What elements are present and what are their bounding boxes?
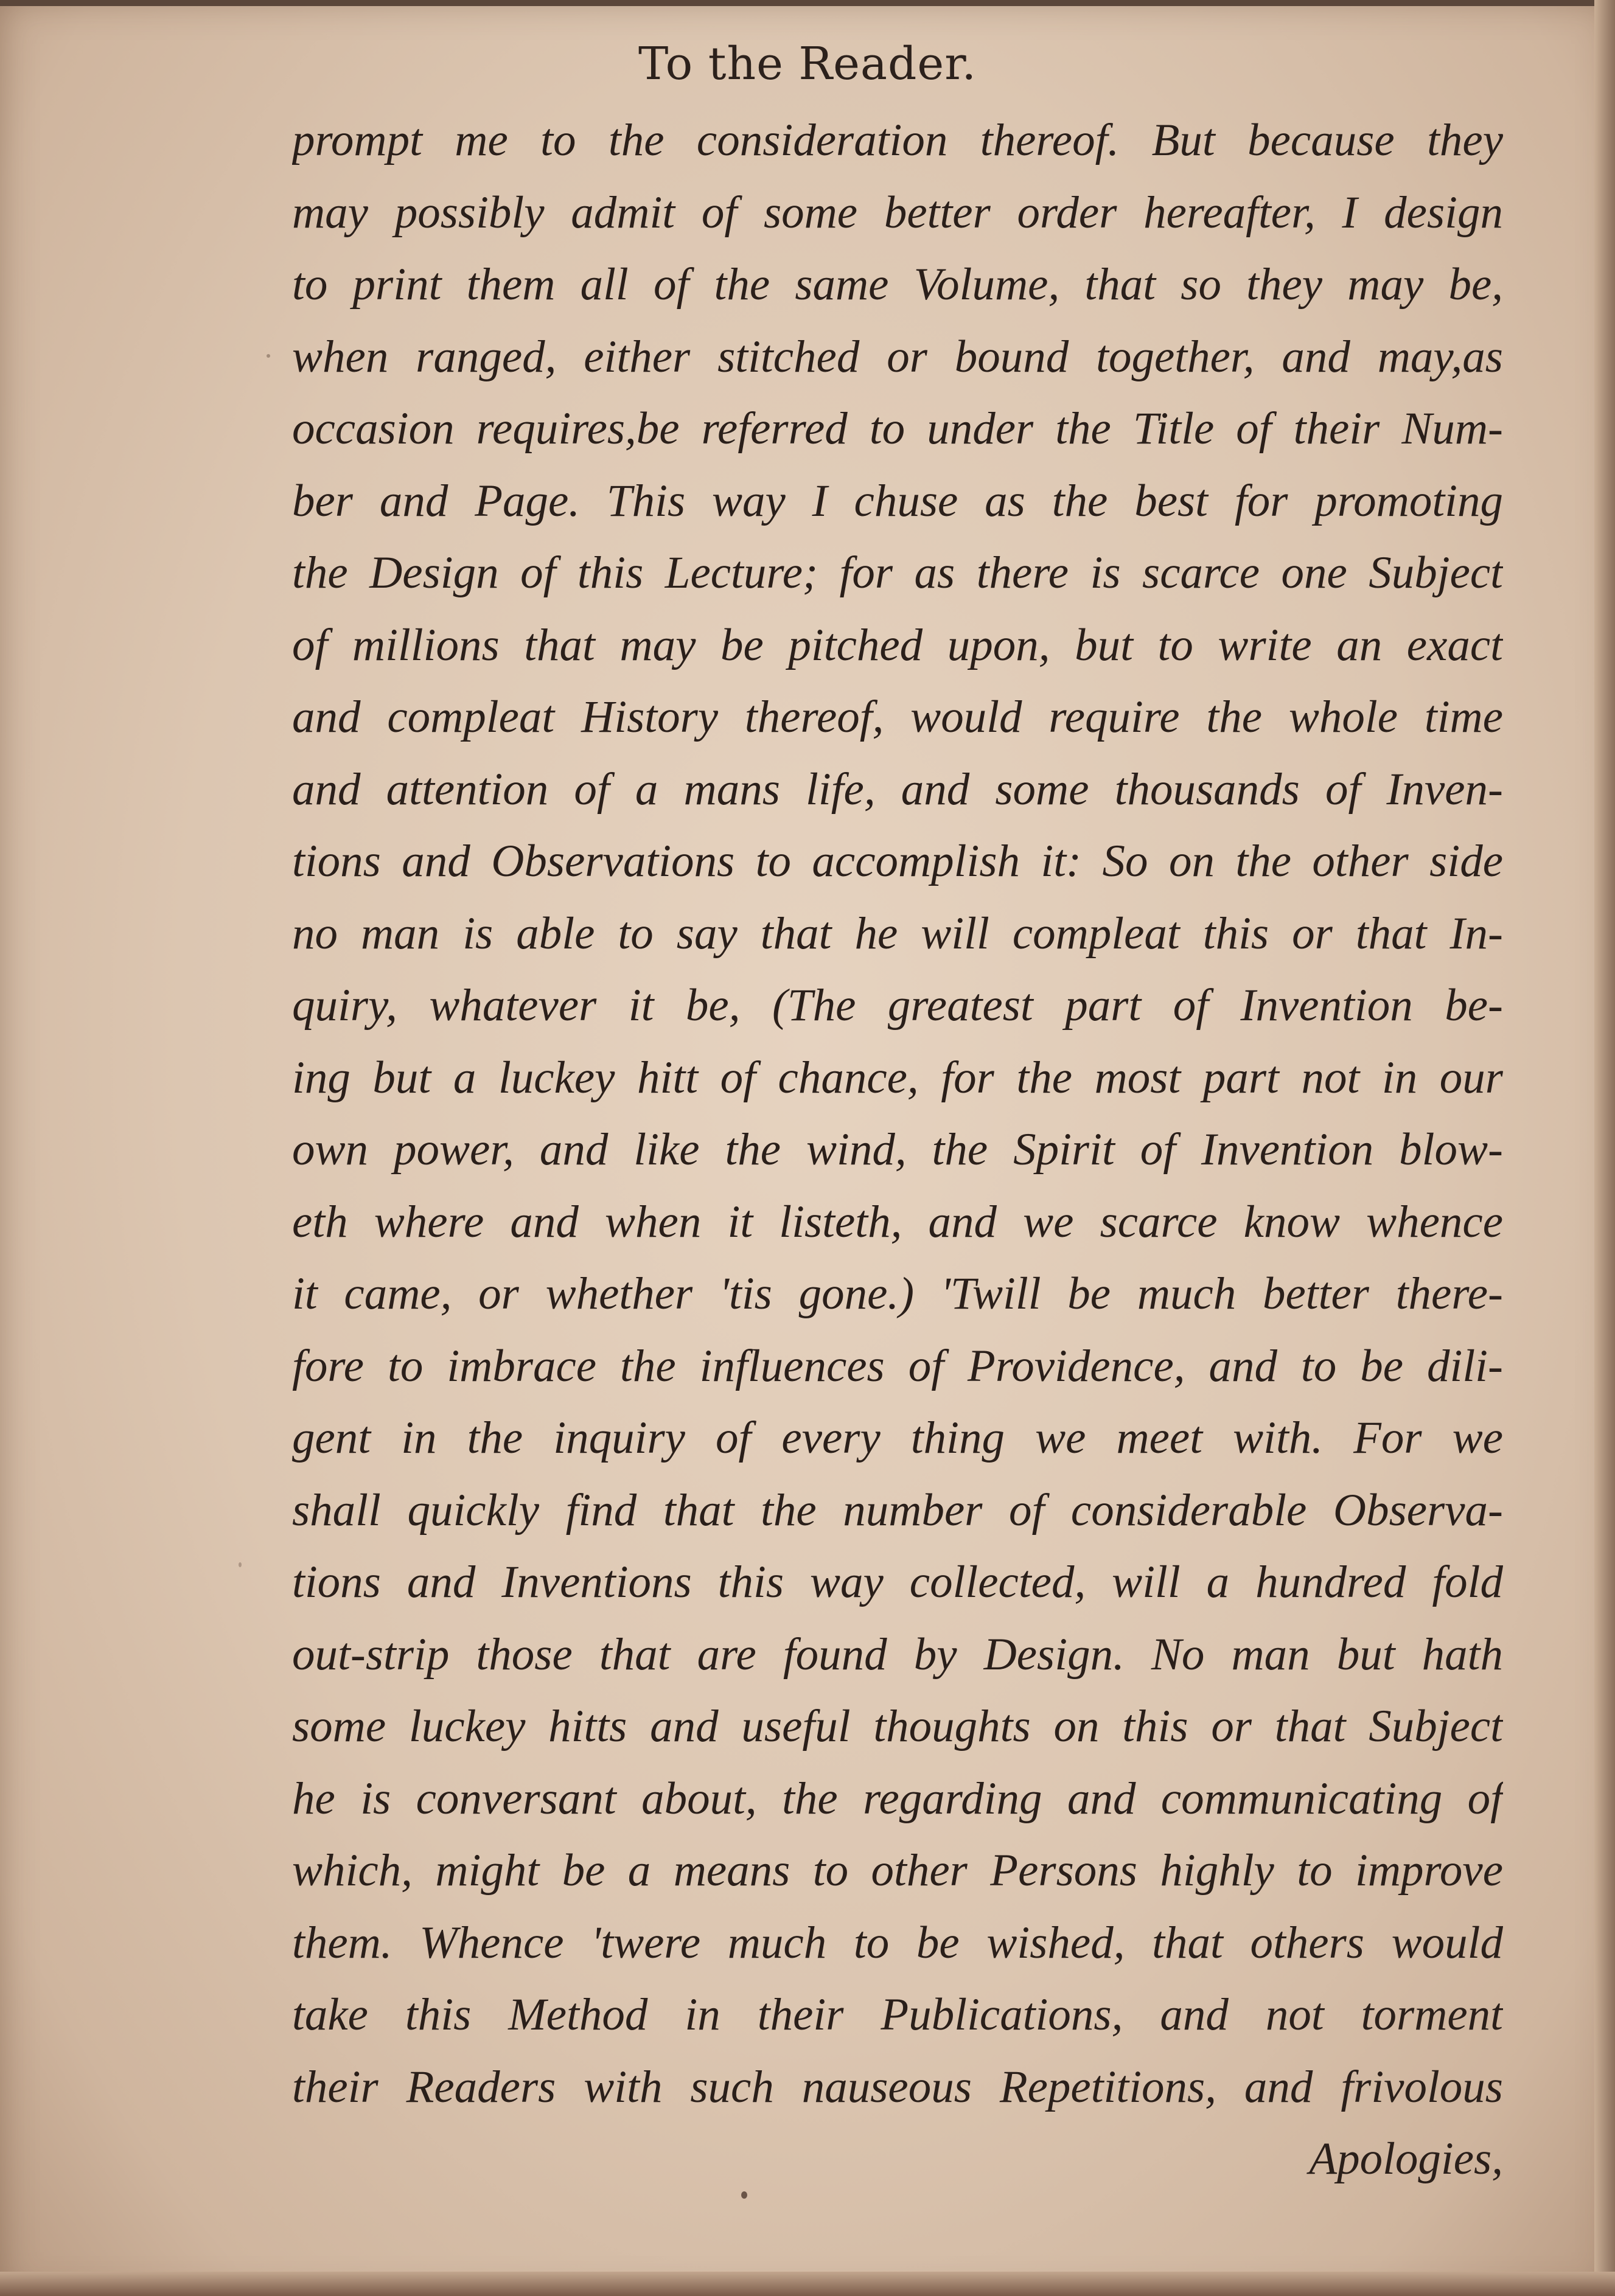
catchword: Apologies, — [1309, 2134, 1503, 2184]
text-line: and attention of a mans life, and some thousands of Inven- — [292, 764, 1503, 815]
text-line: own power, and like the wind, the Spirit of Invention blow- — [292, 1124, 1503, 1175]
text-line: of millions that may be pitched upon, but to write an exact — [292, 619, 1503, 670]
text-line: out-strip those that are found by Design. No man but hath — [292, 1629, 1503, 1680]
text-line: tions and Observations to accomplish it: So on the other side — [292, 836, 1503, 886]
text-line: which, might be a means to other Persons highly to improve — [292, 1845, 1503, 1896]
paper-speck — [239, 1562, 242, 1567]
paper-speck — [741, 2191, 747, 2199]
text-line: tions and Inventions this way collected, will a hundred fold — [292, 1557, 1503, 1607]
text-line: them. Whence 'twere much to be wished, that others would — [292, 1917, 1503, 1968]
body-text — [292, 105, 1503, 2196]
text-line: eth where and when it listeth, and we scarce know whence — [292, 1196, 1503, 1247]
text-line: may possibly admit of some better order hereafter, I design — [292, 187, 1503, 238]
text-line: to print them all of the same Volume, that so they may be, — [292, 259, 1503, 310]
text-line: he is conversant about, the regarding and communicating of — [292, 1773, 1503, 1824]
page-right-edge — [1594, 0, 1615, 2296]
text-line: prompt me to the consideration thereof. But because they — [292, 115, 1503, 165]
page-top-edge — [0, 0, 1615, 6]
running-head: To the Reader. — [638, 38, 977, 90]
text-line: take this Method in their Publications, and not torment — [292, 1989, 1503, 2040]
text-line: and compleat History thereof, would require the whole time — [292, 692, 1503, 742]
text-line: fore to imbrace the influences of Providence, and to be dili- — [292, 1340, 1503, 1391]
text-line: their Readers with such nauseous Repetitions, and frivolous — [292, 2061, 1503, 2112]
text-line: ing but a luckey hitt of chance, for the most part not in our — [292, 1052, 1503, 1103]
text-line: occasion requires,be referred to under the Title of their Num- — [292, 403, 1503, 454]
paper-speck — [267, 354, 270, 358]
text-line: the Design of this Lecture; for as there is scarce one Subject — [292, 548, 1503, 598]
text-line: gent in the inquiry of every thing we meet with. For we — [292, 1413, 1503, 1463]
text-line: some luckey hitts and useful thoughts on this or that Subject — [292, 1701, 1503, 1752]
text-line: ber and Page. This way I chuse as the best for promoting — [292, 475, 1503, 526]
text-line: when ranged, either stitched or bound together, and may,as — [292, 331, 1503, 382]
text-line: quiry, whatever it be, (The greatest part of Invention be- — [292, 980, 1503, 1031]
text-line: no man is able to say that he will compleat this or that In- — [292, 908, 1503, 959]
text-line: it came, or whether 'tis gone.) 'Twill be much better there- — [292, 1268, 1503, 1319]
page-bottom-edge — [0, 2272, 1615, 2296]
text-line: shall quickly find that the number of considerable Observa- — [292, 1484, 1503, 1536]
